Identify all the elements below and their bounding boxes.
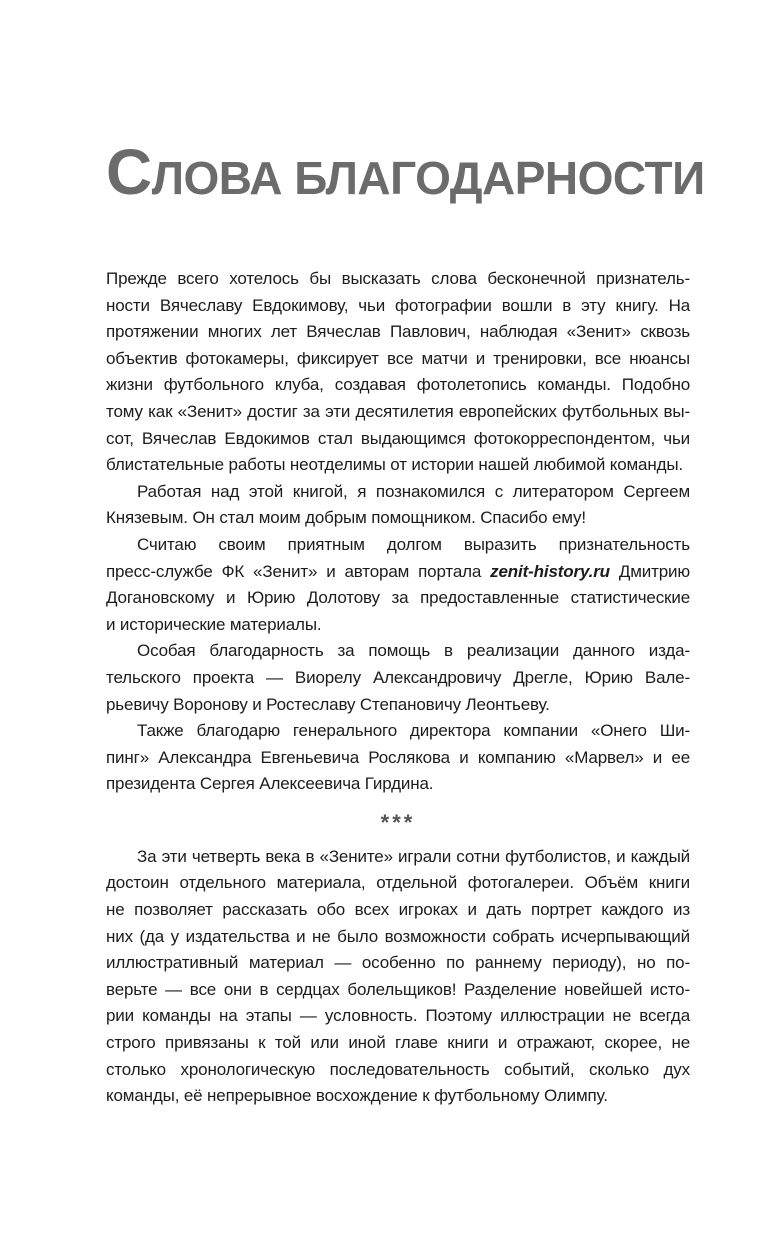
text-fragment: пресс-службе ФК «Зенит» и авторам портала — [106, 561, 491, 581]
paragraph-project — [106, 638, 690, 718]
paragraph-helper — [106, 479, 690, 532]
text-line: Князевым. Он стал моим добрым помощником. Спасибо ему! — [106, 508, 586, 528]
text-line: рьевичу Воронову и Ростеславу Степановичу Леонтьеву. — [106, 694, 550, 714]
text-line: строго привязаны к той или иной главе книги и отражают, скорее, не — [106, 1033, 690, 1053]
section-separator: *** — [380, 809, 416, 835]
title-first-letter: С — [106, 136, 152, 208]
text-line: жизни футбольного клуба, создавая фотолетопись команды. Подобно — [106, 375, 690, 395]
paragraph-players — [106, 844, 690, 1110]
text-line: За эти четверть века в «Зените» играли сотни футболистов, и каждый — [137, 846, 690, 866]
page-body — [106, 266, 690, 1110]
text-line: верьте — все они в сердцах болельщиков! Разделение новейшей исто- — [106, 979, 690, 999]
paragraph-sponsors — [106, 718, 690, 798]
text-line: Догановскому и Юрию Долотову за предоставленные статистические — [106, 588, 690, 608]
text-line: Работая над этой книгой, я познакомился с литератором Сергеем — [137, 481, 690, 501]
text-line: и исторические материалы. — [106, 614, 322, 634]
text-line: пинг» Александра Евгеньевича Рослякова и компанию «Марвел» и ее — [106, 747, 690, 767]
text-line: команды, её непрерывное восхождение к футбольному Олимпу. — [106, 1086, 608, 1106]
book-page — [106, 0, 705, 1240]
page-title — [106, 136, 746, 208]
text-line: столько хронологическую последовательность событий, сколько дух — [106, 1059, 690, 1079]
text-line: рии команды на этапы — условность. Поэтому иллюстрации не всегда — [106, 1006, 690, 1026]
text-line: тельского проекта — Виорелу Александровичу Дрегле, Юрию Вале- — [106, 667, 690, 687]
text-line: тому как «Зенит» достиг за эти десятилетия европейских футбольных вы- — [106, 401, 690, 421]
text-line: Прежде всего хотелось бы высказать слова бесконечной признатель- — [106, 269, 690, 288]
paragraph-photographer — [106, 266, 690, 479]
text-line — [106, 559, 690, 586]
text-line: сот, Вячеслав Евдокимов стал выдающимся фотокорреспондентом, чьи — [106, 428, 690, 448]
text-line: достоин отдельного материала, отдельной фотогалереи. Объём книги — [106, 873, 690, 893]
website-name: zenit-history.ru — [490, 561, 610, 581]
text-line: не позволяет рассказать обо всех игроках и дать портрет каждого из — [106, 900, 690, 920]
paragraph-press-service — [106, 532, 690, 638]
text-line: президента Сергея Алексеевича Гирдина. — [106, 774, 434, 794]
text-line: Также благодарю генерального директора компании «Онего Ши- — [137, 721, 690, 741]
text-fragment: Дмитрию — [609, 561, 690, 581]
text-line: ности Вячеславу Евдокимову, чьи фотографии вошли в эту книгу. На — [106, 295, 690, 315]
text-line: иллюстративный материал — особенно по раннему периоду), но по- — [106, 953, 690, 973]
text-line: объектив фотокамеры, фиксирует все матчи и тренировки, все нюансы — [106, 348, 690, 368]
text-line: Особая благодарность за помощь в реализации данного изда- — [137, 641, 690, 661]
text-line: Считаю своим приятным долгом выразить признательность — [137, 534, 690, 554]
text-line: блистательные работы неотделимы от истории нашей любимой команды. — [106, 455, 684, 475]
text-line: них (да у издательства и не было возможности собрать исчерпывающий — [106, 926, 690, 946]
title-rest: ЛОВА БЛАГОДАРНОСТИ — [151, 152, 705, 204]
text-line: протяжении многих лет Вячеслав Павлович, наблюдая «Зенит» сквозь — [106, 322, 690, 342]
